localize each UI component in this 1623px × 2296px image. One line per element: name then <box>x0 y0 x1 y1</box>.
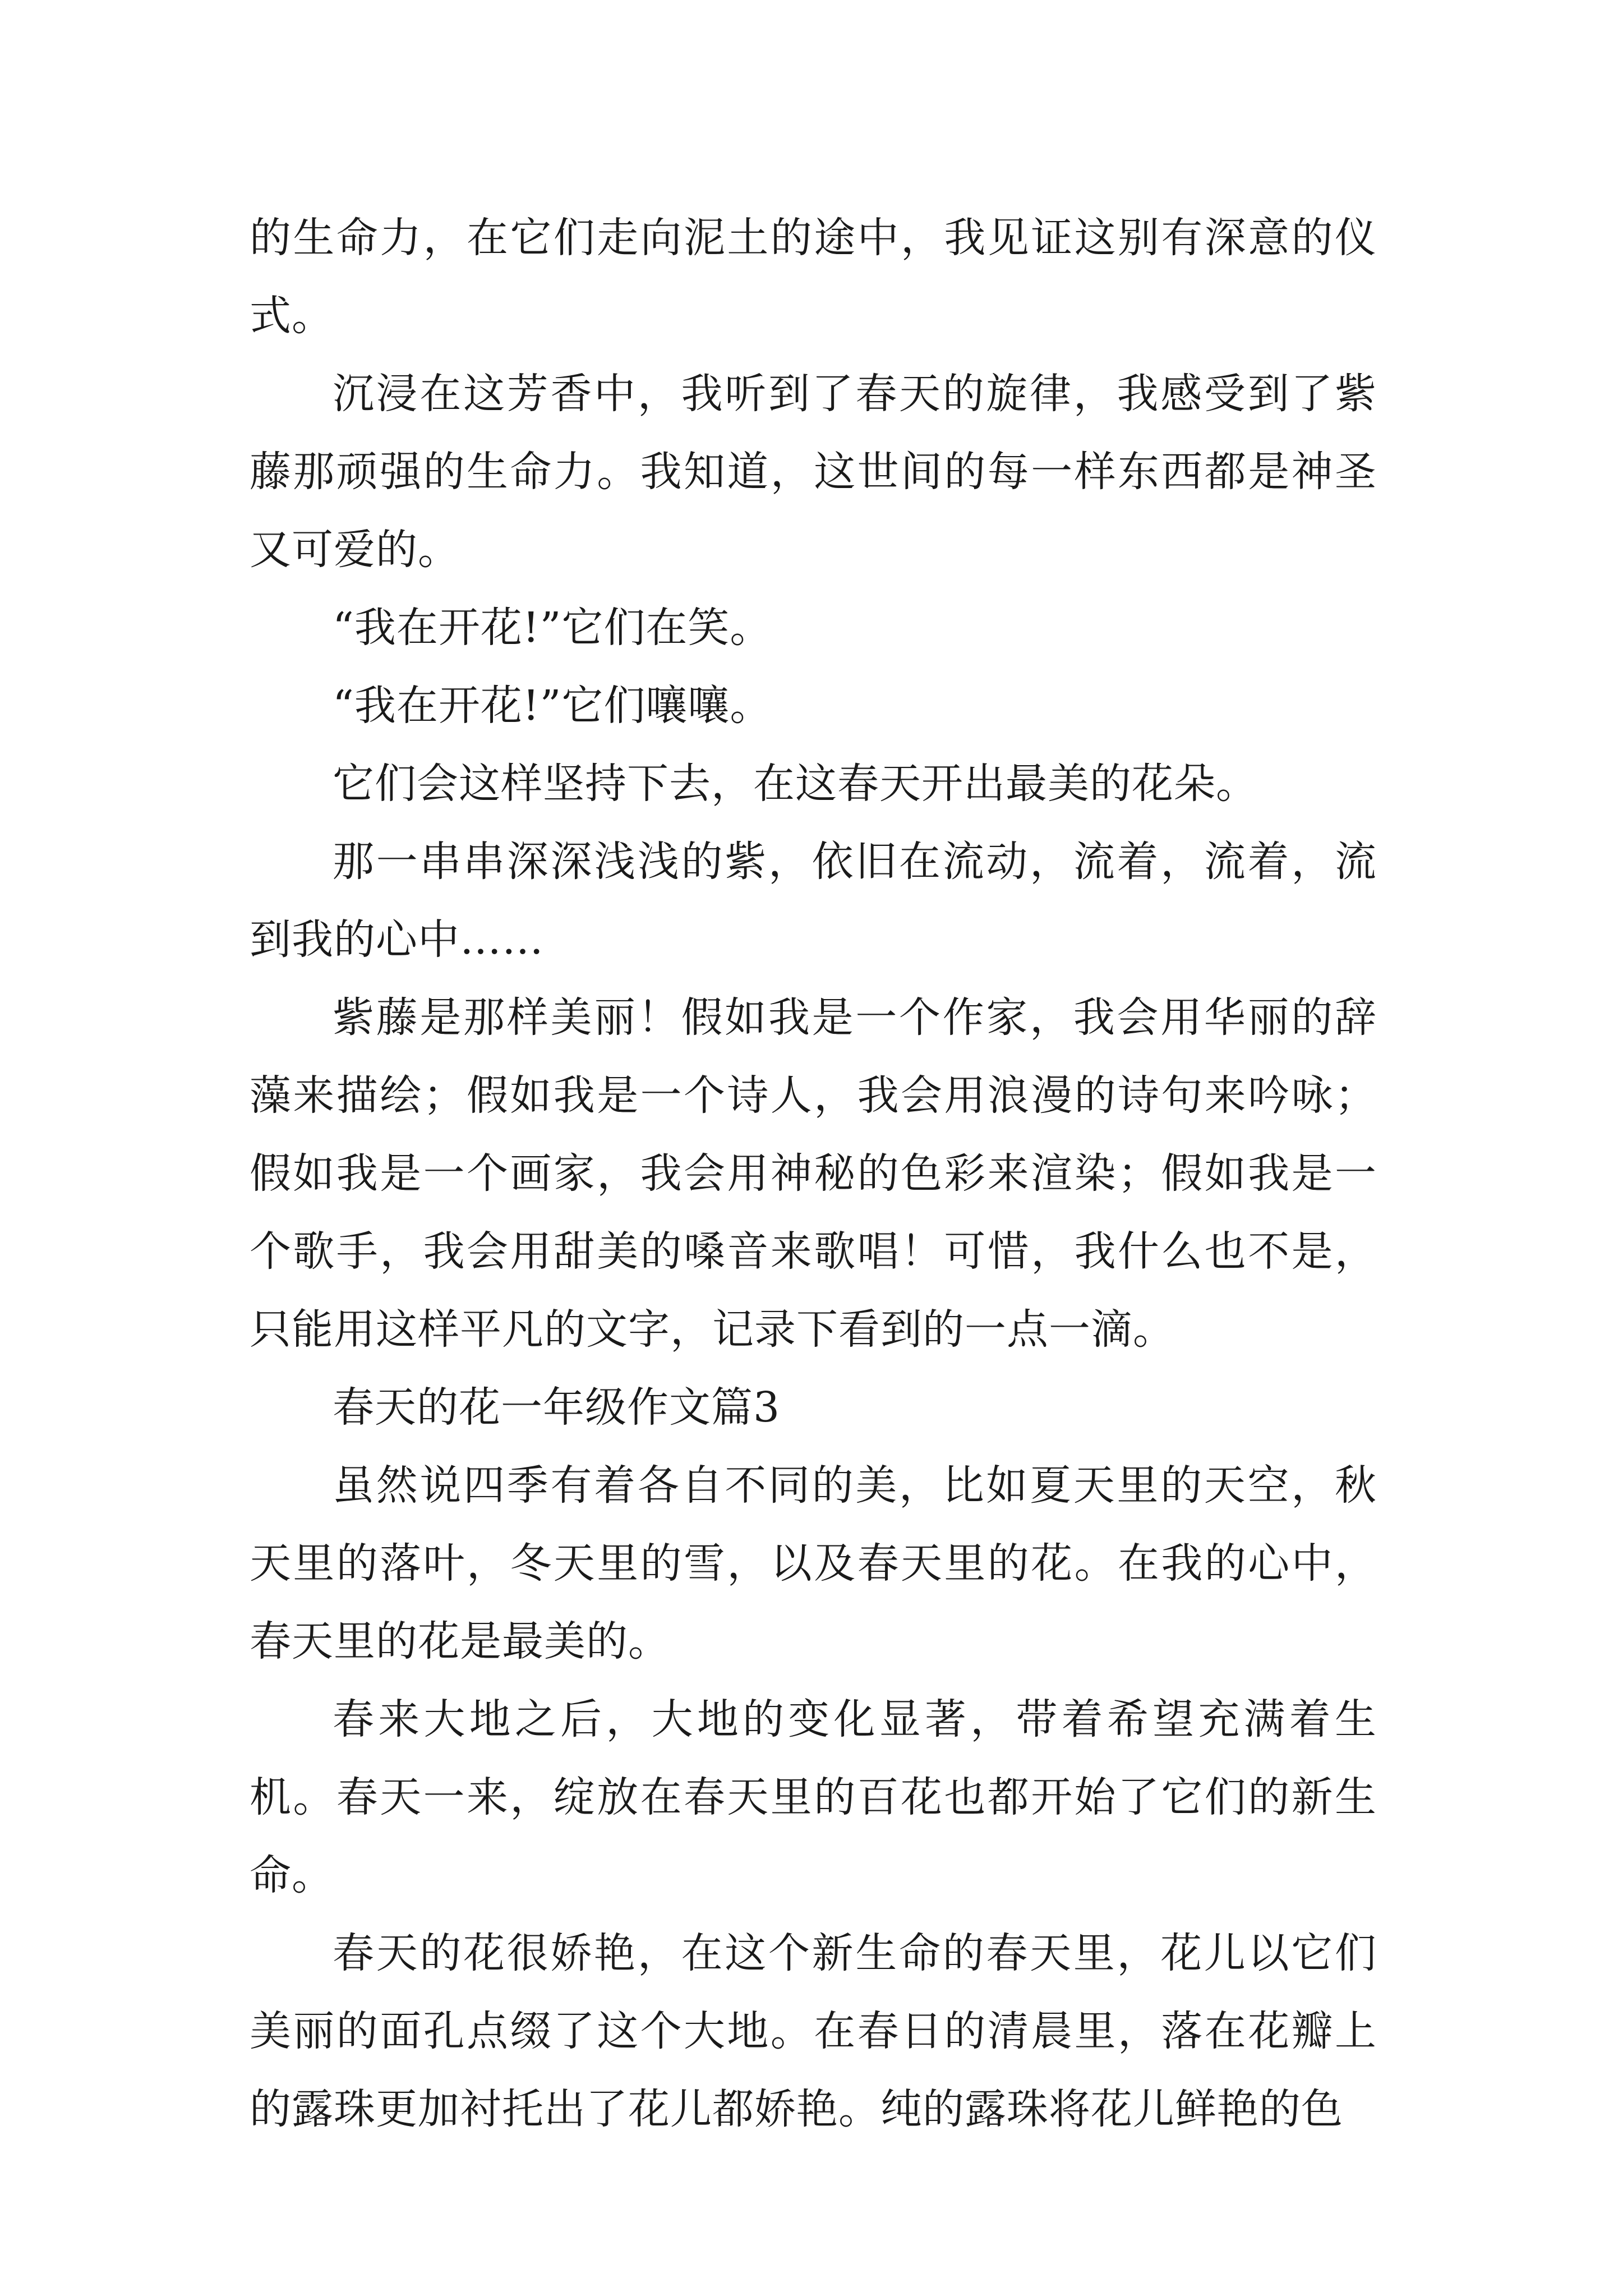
paragraph: 它们会这样坚持下去，在这春天开出最美的花朵。 <box>333 760 1258 808</box>
paragraph-quote: “我在开花!”它们在笑。 <box>333 604 772 652</box>
essay-body <box>250 199 1377 2148</box>
paragraph: 紫藤是那样美丽！假如我是一个作家，我会用华丽的辞藻来描绘；假如我是一个诗人，我会用浪漫的诗句来吟咏；假如我是一个画家，我会用神秘的色彩来渲染；假如我是一个歌手，我会用甜美的嗓音来歌唱！可惜，我什么也不是，只能用这样平凡的文字，记录下看到的一点一滴。 <box>250 993 1377 1354</box>
paragraph-quote: “我在开花!”它们嚷嚷。 <box>333 682 772 730</box>
paragraph: 春天的花很娇艳，在这个新生命的春天里，花儿以它们美丽的面孔点缀了这个大地。在春日的清晨里，落在花瓣上的露珠更加衬托出了花儿都娇艳。纯的露珠将花儿鲜艳的色 <box>250 1929 1377 2133</box>
paragraph: 沉浸在这芳香中，我听到了春天的旋律，我感受到了紫藤那顽强的生命力。我知道，这世间的每一样东西都是神圣又可爱的。 <box>250 370 1377 574</box>
paragraph-continued: 的生命力，在它们走向泥土的途中，我见证这别有深意的仪式。 <box>250 214 1377 340</box>
paragraph: 那一串串深深浅浅的紫，依旧在流动，流着，流着，流到我的心中…… <box>250 838 1377 964</box>
paragraph: 虽然说四季有着各自不同的美，比如夏天里的天空，秋天里的落叶，冬天里的雪，以及春天里的花。在我的心中，春天里的花是最美的。 <box>250 1461 1377 1665</box>
section-heading: 春天的花一年级作文篇3 <box>333 1383 781 1432</box>
paragraph: 春来大地之后，大地的变化显著，带着希望充满着生机。春天一来，绽放在春天里的百花也都开始了它们的新生命。 <box>250 1695 1377 1899</box>
